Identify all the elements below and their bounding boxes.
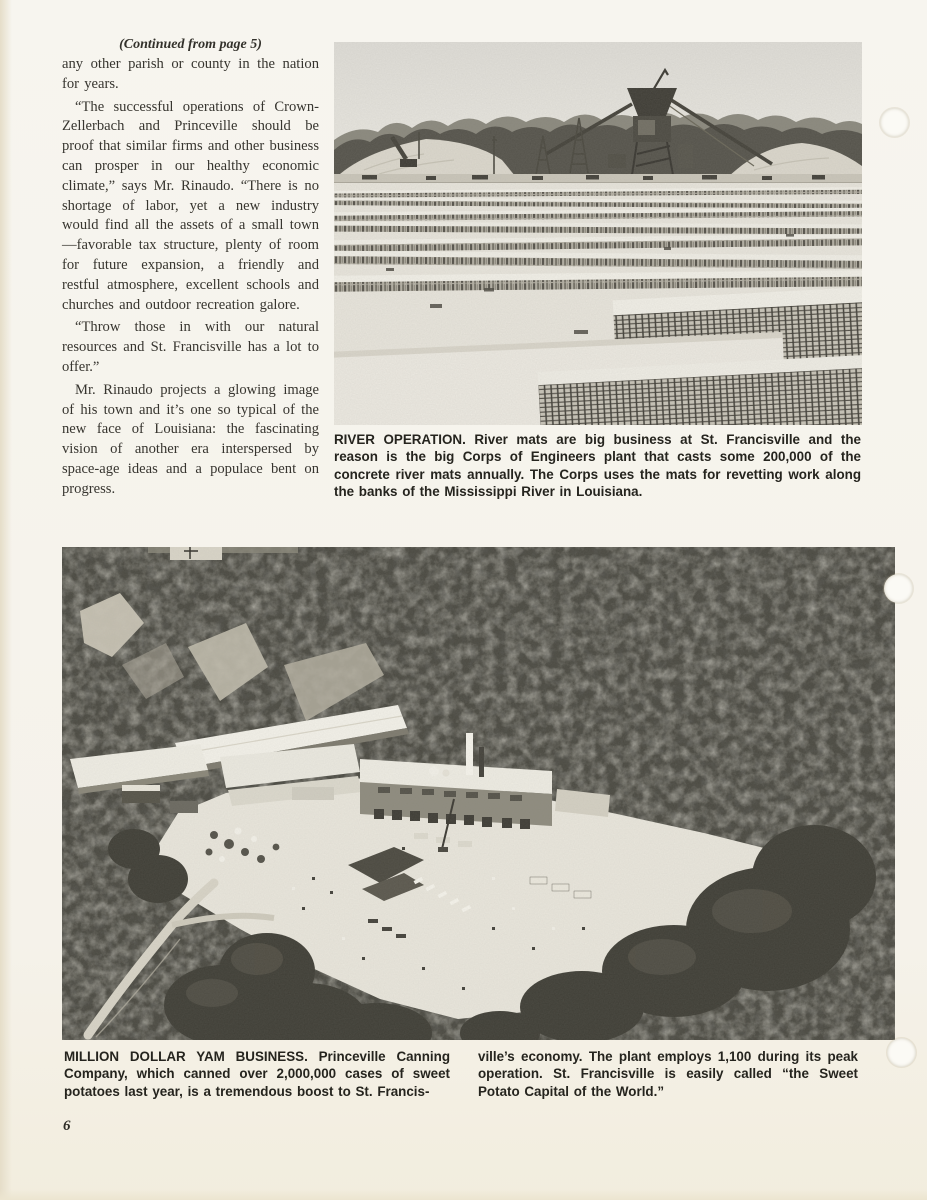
article-paragraph: “Throw those in with our natural resources and St. Francisville has a lot to offer.”: [62, 319, 319, 375]
article-paragraph: Mr. Rinaudo projects a glowing image of his town and it’s one so typical of the new face of Louisiana: the fascinating vision of another era interspersed by space-age ideas and a populace bent on progress.: [62, 381, 319, 497]
yam-plant-photo: [62, 547, 895, 1040]
punch-hole: [884, 574, 913, 603]
article-paragraph: “The successful operations of Crown-Zellerbach and Princeville should be proof that similar firms and other business can prosper in our healthy economic climate,” says Mr. Rinaudo. “There is no shortage of labor, yet a new industry would find all the assets of a small town—favorable tax structure, plenty of room for future expansion, a friendly and restful atmosphere, excellent schools and churches and outdoor recreation galore.: [62, 98, 319, 313]
punch-hole: [887, 1038, 916, 1067]
continued-note: (Continued from page 5): [119, 37, 262, 52]
page-edge-bottom: [0, 1189, 927, 1200]
yam-photo-illustration: [62, 547, 895, 1040]
river-photo-illustration: [334, 42, 862, 425]
article-column: [62, 55, 319, 503]
river-operation-photo: [334, 42, 862, 425]
photo-grain: [62, 547, 895, 1040]
yam-caption-left: MILLION DOLLAR YAM BUSINESS. Princeville Canning Company, which canned over 2,000,000 cases of sweet potatoes last year, is a tremendous boost to St. Francis-: [64, 1049, 450, 1099]
article-paragraph: any other parish or county in the nation for years.: [62, 56, 319, 92]
river-photo-caption: RIVER OPERATION. River mats are big business at St. Francisville and the reason is the big Corps of Engineers plant that casts some 200,000 of the concrete river mats annually. The Corps uses the mats for revetting work along the banks of the Mississippi River in Louisiana.: [334, 432, 861, 499]
page-edge-left: [0, 0, 12, 1200]
page-number: 6: [63, 1118, 71, 1134]
punch-hole: [880, 108, 909, 137]
photo-grain: [334, 42, 862, 425]
yam-caption-right: ville’s economy. The plant employs 1,100 during its peak operation. St. Francisville is easily called “the Sweet Potato Capital of the World.”: [478, 1049, 858, 1099]
